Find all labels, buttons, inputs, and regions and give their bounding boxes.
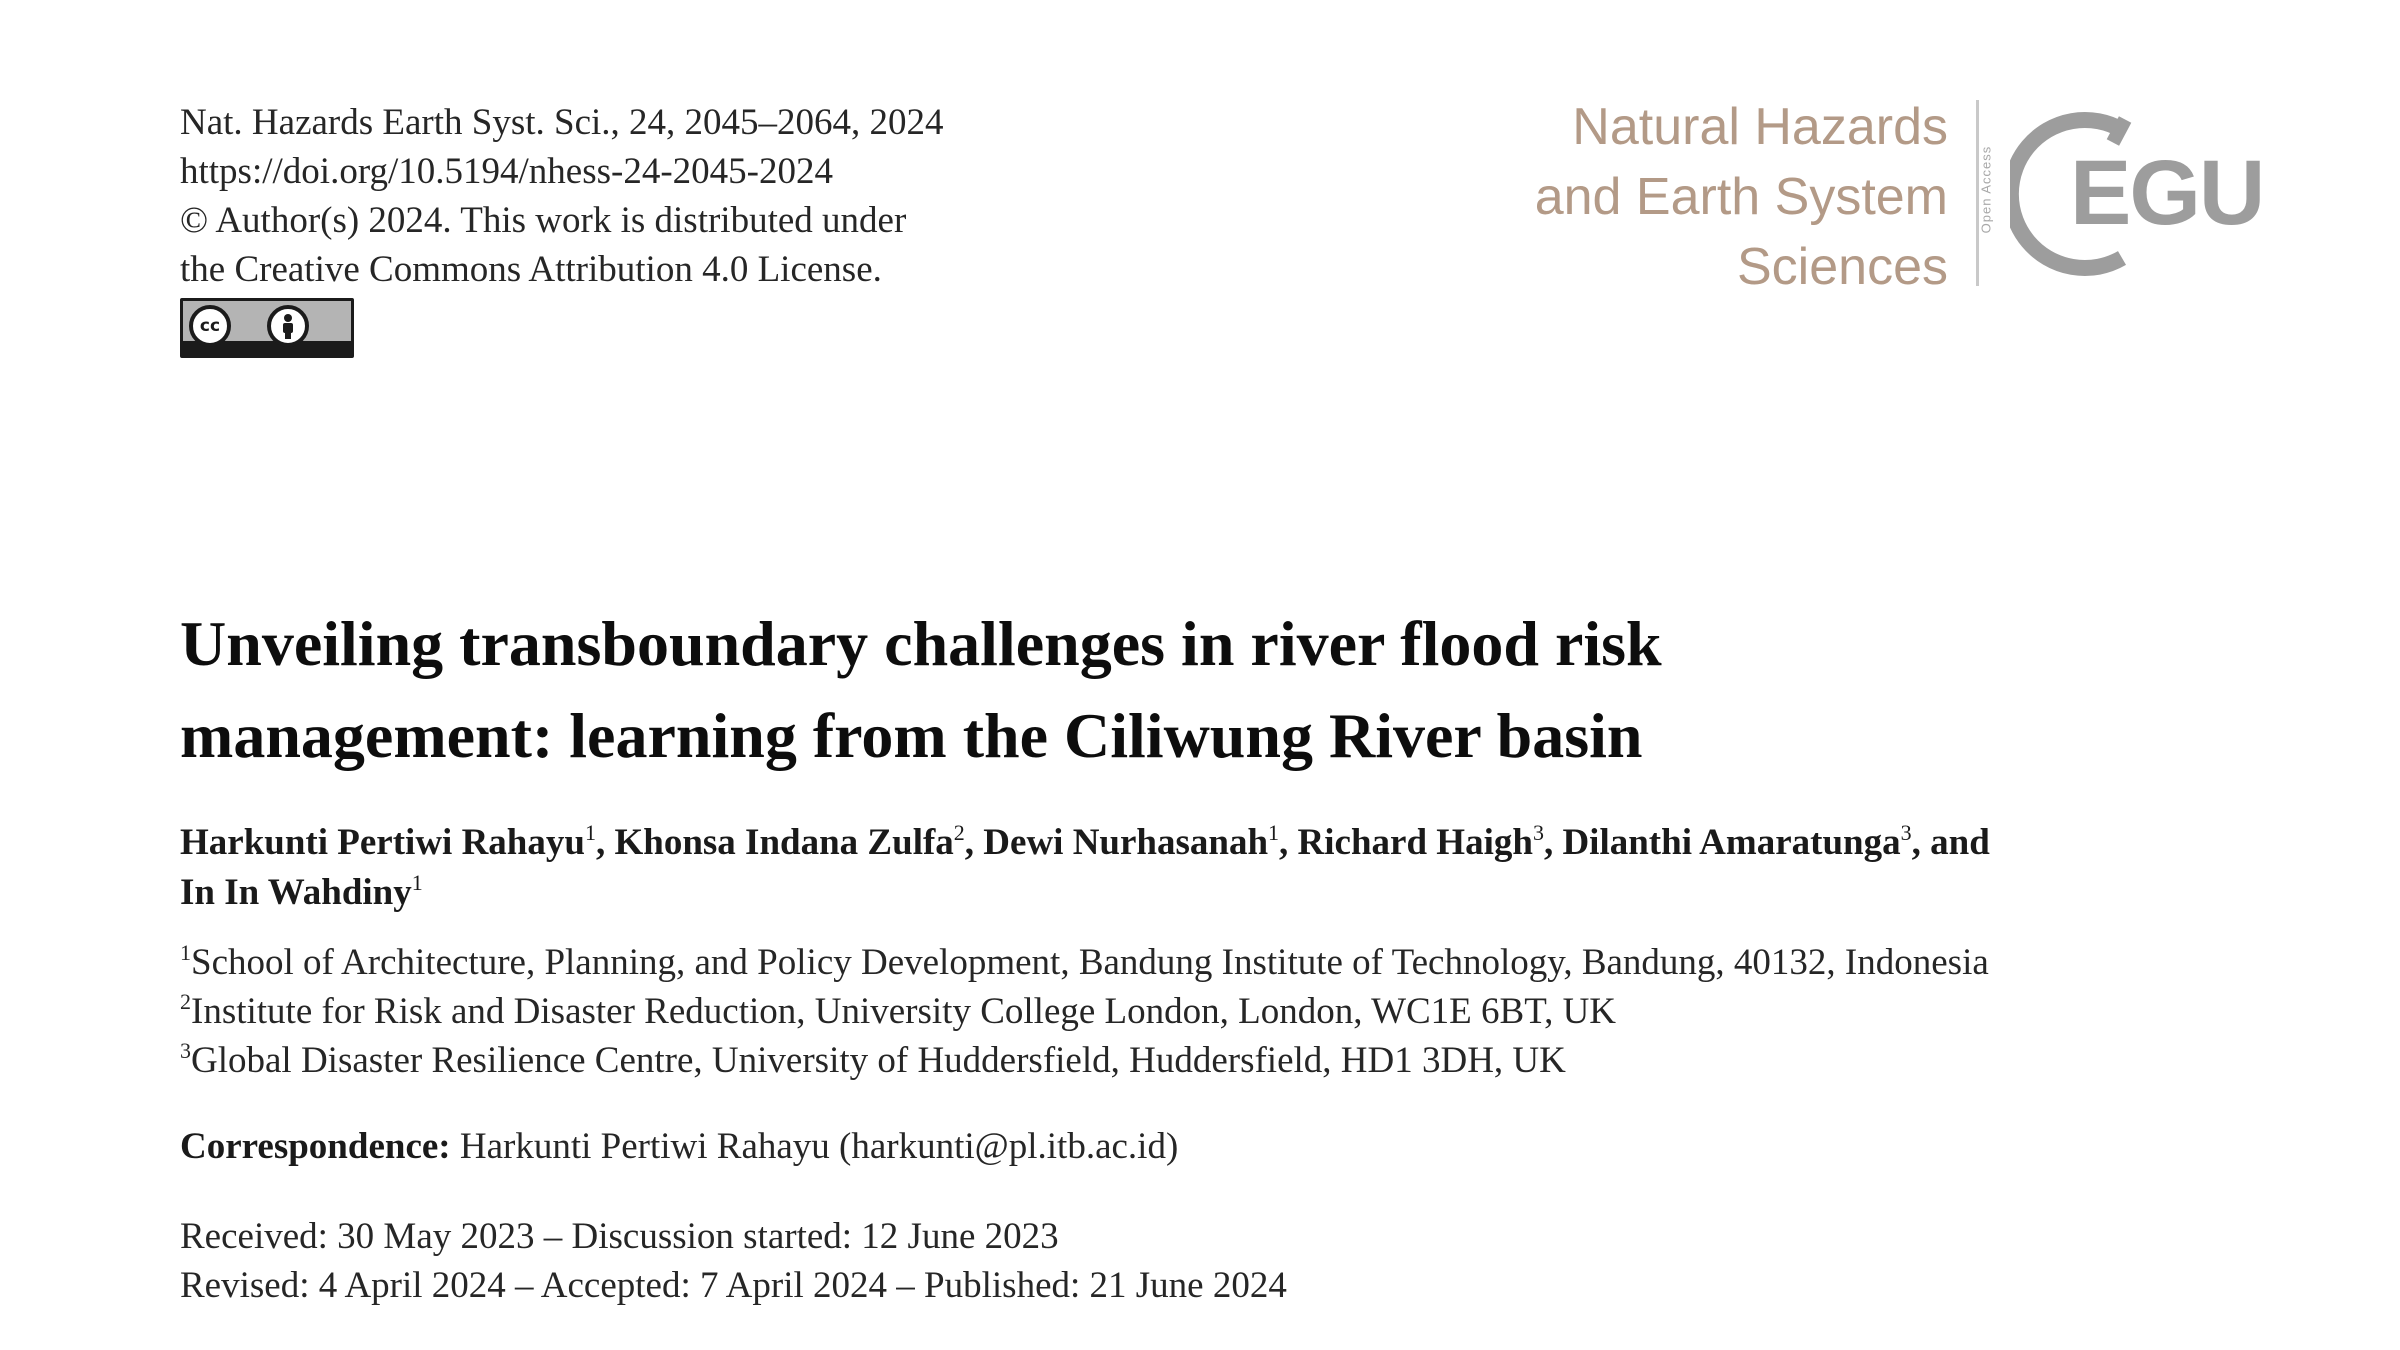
open-access-tag xyxy=(1976,100,2003,286)
author-separator: , xyxy=(595,822,615,863)
author-affiliation-number: 2 xyxy=(953,820,965,845)
affiliation-list xyxy=(180,938,1989,1085)
author-separator-and: , and xyxy=(1911,822,1990,863)
author-name[interactable]: In In Wahdiny xyxy=(180,872,412,913)
author-separator: , xyxy=(1543,822,1563,863)
author-list xyxy=(180,818,2280,918)
dates-line-1: Received: 30 May 2023 – Discussion started: 12 June 2023 xyxy=(180,1216,1059,1257)
cc-icon: cc xyxy=(189,305,231,347)
author-separator: , xyxy=(964,822,984,863)
egu-logo-text: EGU xyxy=(2070,142,2264,244)
correspondence-label: Correspondence: xyxy=(180,1126,451,1167)
affiliation-number: 3 xyxy=(180,1038,191,1063)
journal-name-line-3: Sciences xyxy=(1737,238,1948,296)
author-name[interactable]: Dewi Nurhasanah xyxy=(983,822,1269,863)
author-affiliation-number: 1 xyxy=(1268,820,1280,845)
paper-title-line-2: management: learning from the Ciliwung River basin xyxy=(180,700,1643,771)
cc-by-icon[interactable] xyxy=(180,298,354,358)
correspondence xyxy=(180,1122,1178,1171)
author-affiliation-number: 3 xyxy=(1532,820,1544,845)
journal-citation: Nat. Hazards Earth Syst. Sci., 24, 2045–2064, 2024 xyxy=(180,102,944,143)
affiliation-text: School of Architecture, Planning, and Policy Development, Bandung Institute of Technology, Bandung, 40132, Indonesia xyxy=(191,942,1989,983)
author-affiliation-number: 1 xyxy=(584,820,596,845)
open-access-label: Open Access xyxy=(1978,145,1994,234)
author-name[interactable]: Richard Haigh xyxy=(1297,822,1533,863)
affiliation-item xyxy=(180,938,1989,987)
affiliation-number: 1 xyxy=(180,940,191,965)
article-header-info xyxy=(180,98,944,294)
journal-name-line-1: Natural Hazards xyxy=(1572,98,1948,156)
author-separator: , xyxy=(1279,822,1298,863)
publication-dates xyxy=(180,1212,1287,1310)
doi-link[interactable]: https://doi.org/10.5194/nhess-24-2045-2024 xyxy=(180,151,833,192)
paper-title xyxy=(180,598,2180,782)
egu-logo[interactable] xyxy=(2010,96,2266,292)
affiliation-number: 2 xyxy=(180,989,191,1014)
author-name[interactable]: Harkunti Pertiwi Rahayu xyxy=(180,822,585,863)
affiliation-text: Global Disaster Resilience Centre, University of Huddersfield, Huddersfield, HD1 3DH, UK xyxy=(191,1040,1566,1081)
journal-name xyxy=(1535,92,1948,302)
author-affiliation-number: 3 xyxy=(1900,820,1912,845)
copyright-line-1: © Author(s) 2024. This work is distributed under xyxy=(180,200,907,241)
copyright-line-2: the Creative Commons Attribution 4.0 License. xyxy=(180,249,882,290)
by-person-icon xyxy=(267,305,309,347)
affiliation-item xyxy=(180,987,1989,1036)
author-name[interactable]: Dilanthi Amaratunga xyxy=(1562,822,1901,863)
journal-name-line-2: and Earth System xyxy=(1534,168,1948,226)
paper-title-line-1: Unveiling transboundary challenges in river flood risk xyxy=(180,608,1662,679)
author-name[interactable]: Khonsa Indana Zulfa xyxy=(614,822,954,863)
correspondence-text[interactable]: Harkunti Pertiwi Rahayu (harkunti@pl.itb.ac.id) xyxy=(459,1126,1179,1167)
affiliation-item xyxy=(180,1036,1989,1085)
author-affiliation-number: 1 xyxy=(411,870,423,895)
dates-line-2: Revised: 4 April 2024 – Accepted: 7 April 2024 – Published: 21 June 2024 xyxy=(180,1265,1287,1306)
affiliation-text: Institute for Risk and Disaster Reduction, University College London, London, WC1E 6BT, UK xyxy=(191,991,1617,1032)
